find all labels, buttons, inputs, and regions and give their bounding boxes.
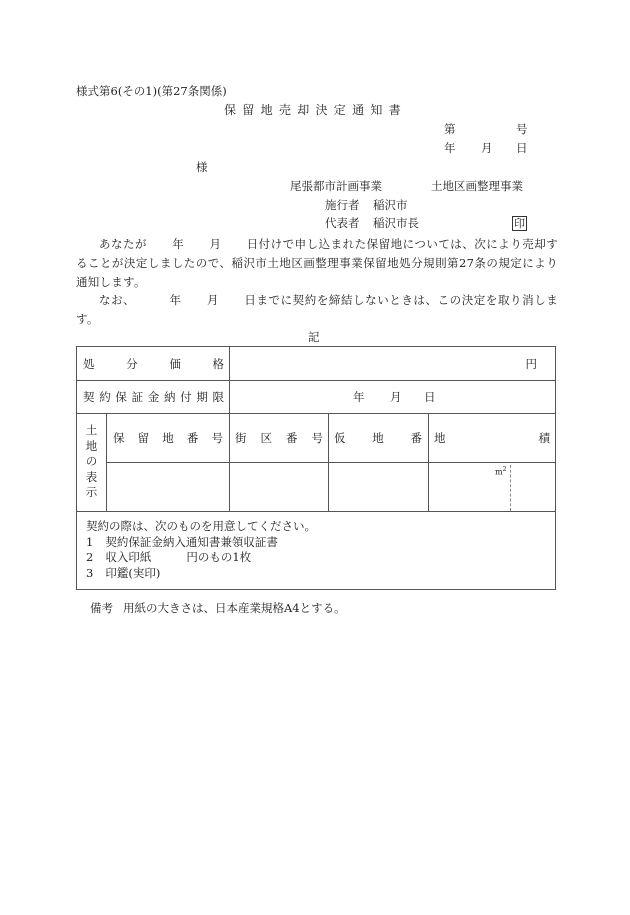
- land-label: [77, 413, 106, 511]
- para2-month: 月: [206, 293, 220, 307]
- project-name-left: 尾張都市計画事業: [290, 179, 382, 193]
- note-text: 収入印紙: [105, 550, 152, 564]
- executor-label: 施行者: [325, 198, 360, 212]
- temp-lot-number-field[interactable]: [329, 463, 427, 511]
- note-number: 2: [86, 550, 94, 564]
- seal-text: 印: [514, 217, 525, 230]
- note-number: 3: [86, 565, 94, 580]
- col-header-block-number: [235, 413, 323, 462]
- header-char: 地: [434, 430, 446, 445]
- body-paragraph-1: [76, 235, 558, 292]
- col-header-reserved-land-number: [113, 413, 223, 462]
- remark-text: 用紙の大きさは、日本産業規格A4とする。: [123, 601, 346, 615]
- para1-start: あなたが: [99, 237, 147, 251]
- note-item: [86, 535, 316, 551]
- header-char: 街: [235, 430, 247, 445]
- notes-block: [86, 519, 316, 581]
- header-char: 区: [260, 430, 272, 445]
- col-header-area: [434, 413, 550, 462]
- deadline-month: 月: [390, 389, 402, 404]
- label-char: 証: [131, 389, 144, 404]
- para1-rest: 日付けで申し込まれた保留地については、次により売却することが決定しましたので、稲沢市土地区画整理事業保留地処分規則第27条の規定により通知します。: [76, 237, 558, 289]
- note-item: [86, 566, 316, 582]
- price-unit: 円: [525, 356, 537, 371]
- area-field[interactable]: [429, 463, 555, 511]
- header-char: 号: [211, 430, 223, 445]
- document-title: 保留地売却決定通知書: [224, 103, 408, 117]
- notes-intro: 契約の際は、次のものを用意してください。: [86, 519, 316, 533]
- para2-start: なお、: [99, 293, 136, 307]
- para2-rest: 日までに契約を締結しないときは、この決定を取り消します。: [76, 293, 559, 326]
- reserved-land-number-field[interactable]: [107, 463, 228, 511]
- label-char: 分: [126, 356, 138, 371]
- label-char: 約: [99, 389, 111, 404]
- body-paragraph-2: [76, 291, 558, 329]
- deadline-value-field[interactable]: [230, 380, 556, 413]
- date-year: 年: [444, 141, 456, 155]
- note-text: 印鑑(実印): [105, 565, 161, 580]
- remark-label: 備考: [90, 601, 113, 615]
- para2-year: 年: [169, 293, 182, 307]
- price-label: [83, 347, 224, 380]
- label-char: 表: [85, 469, 98, 484]
- col-header-temp-lot-number: [334, 413, 422, 462]
- label-char: 土: [85, 423, 98, 438]
- header-char: 号: [311, 430, 323, 445]
- addressee-suffix: 様: [196, 160, 208, 174]
- seal-mark: [512, 216, 527, 231]
- header-char: 地: [372, 430, 384, 445]
- price-value-field[interactable]: [230, 347, 537, 380]
- form-id: 様式第6(その1)(第27条関係): [76, 84, 227, 98]
- note-text-2: 円のもの1枚: [186, 550, 252, 564]
- label-char: 処: [83, 356, 95, 371]
- area-unit: [495, 466, 506, 477]
- label-char: 契: [83, 389, 95, 404]
- para1-month: 月: [209, 237, 222, 251]
- para1-year: 年: [171, 237, 185, 251]
- header-char: 番: [286, 430, 298, 445]
- record-mark: 記: [308, 330, 320, 344]
- area-unit-base: m: [495, 467, 503, 477]
- label-char: 保: [115, 389, 127, 404]
- doc-number-suffix: 号: [516, 122, 528, 136]
- header-char: 積: [538, 430, 550, 445]
- note-text: 契約保証金納入通知書兼領収証書: [105, 534, 278, 549]
- label-char: 格: [212, 356, 224, 371]
- area-unit-sup: 2: [502, 466, 507, 473]
- deadline-label: [83, 380, 224, 413]
- header-char: 保: [113, 430, 125, 445]
- header-char: 地: [162, 430, 174, 445]
- label-char: 金: [147, 389, 160, 404]
- header-char: 仮: [334, 430, 346, 445]
- label-char: 地: [85, 438, 98, 453]
- note-item: [86, 550, 316, 566]
- representative-label: 代表者: [325, 216, 360, 230]
- note-number: 1: [86, 534, 94, 549]
- label-char: 価: [169, 356, 181, 371]
- header-char: 留: [137, 430, 150, 445]
- label-char: の: [85, 454, 98, 469]
- representative-name: 稲沢市長: [373, 216, 419, 230]
- deadline-day: 日: [424, 389, 436, 404]
- label-char: 期: [196, 389, 208, 404]
- row-divider: [77, 511, 555, 512]
- block-number-field[interactable]: [230, 463, 327, 511]
- header-char: 番: [186, 430, 199, 445]
- project-name-right: 土地区画整理事業: [431, 179, 523, 193]
- date-day: 日: [516, 141, 528, 155]
- header-char: 番: [410, 430, 422, 445]
- deadline-year: 年: [353, 389, 365, 404]
- label-char: 付: [180, 389, 192, 404]
- executor-name: 稲沢市: [373, 198, 408, 212]
- label-char: 示: [85, 485, 98, 500]
- date-month: 月: [481, 141, 493, 155]
- detail-table: [76, 346, 556, 590]
- doc-number-prefix: 第: [444, 122, 456, 136]
- label-char: 納: [163, 389, 176, 404]
- label-char: 限: [212, 389, 224, 404]
